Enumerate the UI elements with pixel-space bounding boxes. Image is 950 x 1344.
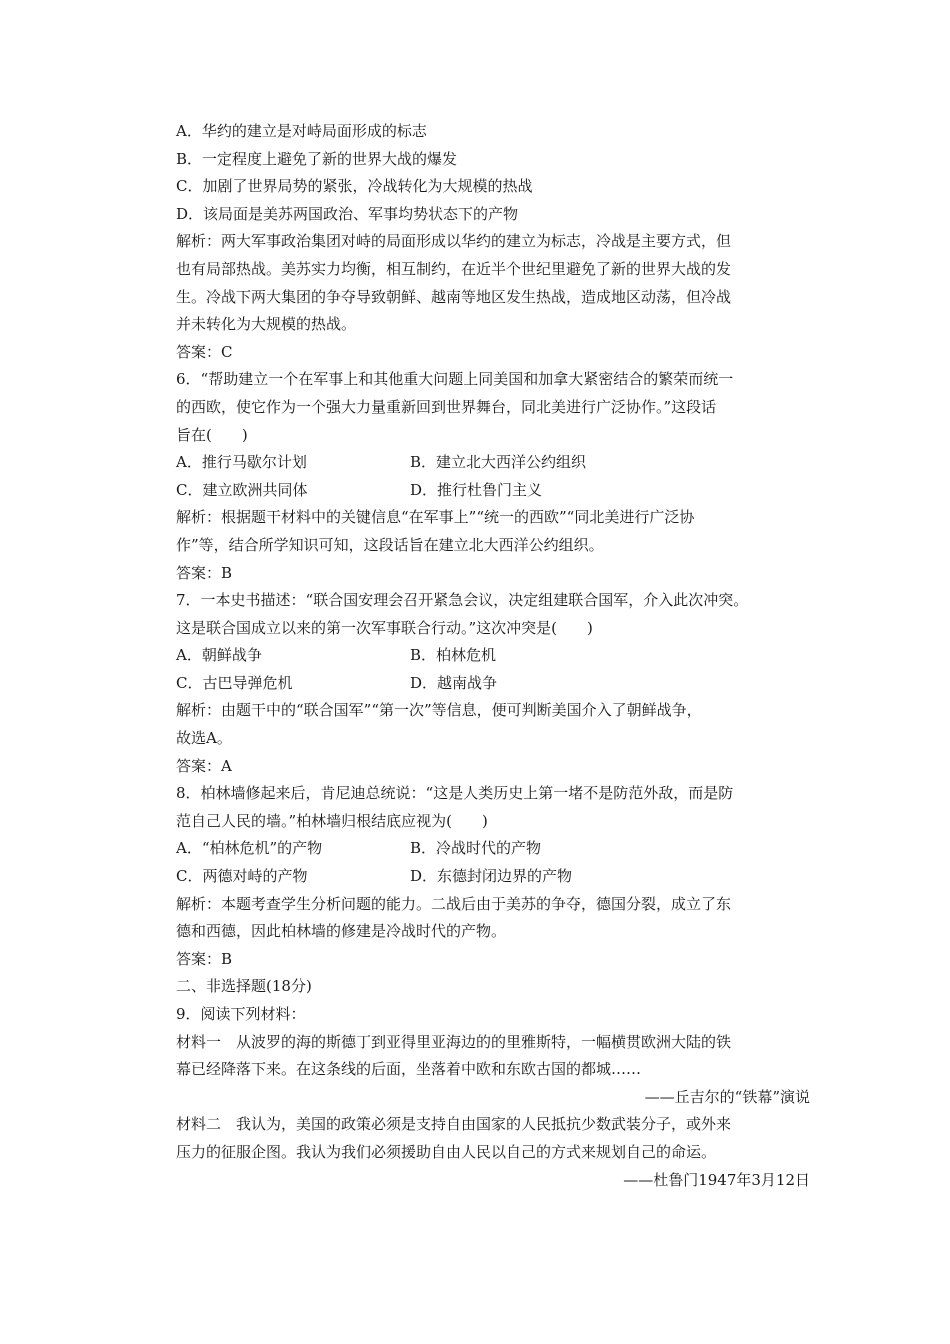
option-d: D．该局面是美苏两国政治、军事均势状态下的产物 (176, 204, 519, 223)
material-two: 压力的征服企图。我认为我们必须援助自由人民以自己的方式来规划自己的命运。 (176, 1142, 717, 1161)
material-one: 材料一 从波罗的海的斯德丁到亚得里亚海边的的里雅斯特，一幅横贯欧洲大陆的铁 (176, 1032, 732, 1051)
q7-option-d: D．越南战争 (410, 673, 498, 692)
q8-option-b: B．冷战时代的产物 (410, 839, 542, 858)
q6-stem: 的西欧，使它作为一个强大力量重新回到世界舞台，同北美进行广泛协作。”这段话 (176, 397, 717, 416)
q7-option-c: C．古巴导弹危机 (176, 673, 293, 692)
q8-option-a: A．“柏林危机”的产物 (176, 839, 323, 858)
q7-answer: 答案：A (176, 756, 232, 775)
q8-options-row (176, 863, 810, 891)
q6-analysis: 作”等，结合所学知识可知，这段话旨在建立北大西洋公约组织。 (176, 535, 604, 554)
q6-stem: 旨在( ) (176, 425, 248, 444)
material-one-source: ——丘吉尔的“铁幕”演说 (644, 1087, 810, 1106)
q6-option-b: B．建立北大西洋公约组织 (410, 453, 587, 472)
option-b: B．一定程度上避免了新的世界大战的爆发 (176, 149, 458, 168)
q7-stem: 7．一本史书描述：“联合国安理会召开紧急会议，决定组建联合国军，介入此次冲突。 (176, 591, 749, 610)
q8-answer: 答案：B (176, 949, 233, 968)
material-two-source: ——杜鲁门1947年3月12日 (623, 1170, 810, 1189)
analysis-line: 生。冷战下两大集团的争夺导致朝鲜、越南等地区发生热战，造成地区动荡，但冷战 (176, 287, 732, 306)
q7-stem: 这是联合国成立以来的第一次军事联合行动。”这次冲突是( ) (176, 618, 593, 637)
analysis-line: 并未转化为大规模的热战。 (176, 315, 357, 334)
q8-stem: 8．柏林墙修起来后，肯尼迪总统说：“这是人类历史上第一堵不是防范外敌，而是防 (176, 784, 734, 803)
q8-analysis: 解析：本题考查学生分析问题的能力。二战后由于美苏的争夺，德国分裂，成立了东 (176, 894, 732, 913)
q6-option-a: A．推行马歇尔计划 (176, 453, 307, 472)
answer: 答案：C (176, 342, 233, 361)
material-two: 材料二 我认为，美国的政策必须是支持自由国家的人民抵抗少数武装分子，或外来 (176, 1115, 732, 1134)
q6-options-row (176, 477, 810, 505)
q6-stem: 6．“帮助建立一个在军事上和其他重大问题上同美国和加拿大紧密结合的繁荣而统一 (176, 370, 734, 389)
q7-analysis: 故选A。 (176, 729, 232, 748)
q6-answer: 答案：B (176, 563, 233, 582)
document-page (176, 118, 810, 1194)
q8-options-row (176, 835, 810, 863)
q7-option-b: B．柏林危机 (410, 646, 497, 665)
q8-option-d: D．东德封闭边界的产物 (410, 867, 573, 886)
analysis-line: 也有局部热战。美苏实力均衡，相互制约，在近半个世纪里避免了新的世界大战的发 (176, 259, 732, 278)
q6-option-d: D．推行杜鲁门主义 (410, 480, 543, 499)
q8-analysis: 德和西德，因此柏林墙的修建是冷战时代的产物。 (176, 922, 507, 941)
q6-analysis: 解析：根据题干材料中的关键信息“在军事上”“统一的西欧”“同北美进行广泛协 (176, 508, 695, 527)
analysis-line: 解析：两大军事政治集团对峙的局面形成以华约的建立为标志，冷战是主要方式，但 (176, 232, 732, 251)
material-one: 幕已经降落下来。在这条线的后面，坐落着中欧和东欧古国的都城…… (176, 1060, 642, 1079)
q7-option-a: A．朝鲜战争 (176, 646, 262, 665)
q8-stem: 范自己人民的墙。”柏林墙归根结底应视为( ) (176, 811, 488, 830)
q7-options-row (176, 642, 810, 670)
q7-options-row (176, 670, 810, 698)
q8-option-c: C．两德对峙的产物 (176, 867, 308, 886)
option-a: A．华约的建立是对峙局面形成的标志 (176, 122, 427, 140)
q6-option-c: C．建立欧洲共同体 (176, 480, 308, 499)
q7-analysis: 解析：由题干中的“联合国军”“第一次”等信息，便可判断美国介入了朝鲜战争， (176, 701, 702, 720)
q9-stem: 9．阅读下列材料： (176, 1005, 306, 1023)
option-c: C．加剧了世界局势的紧张，冷战转化为大规模的热战 (176, 177, 533, 196)
q6-options-row (176, 449, 810, 477)
section-heading: 二、非选择题(18分) (176, 977, 312, 996)
